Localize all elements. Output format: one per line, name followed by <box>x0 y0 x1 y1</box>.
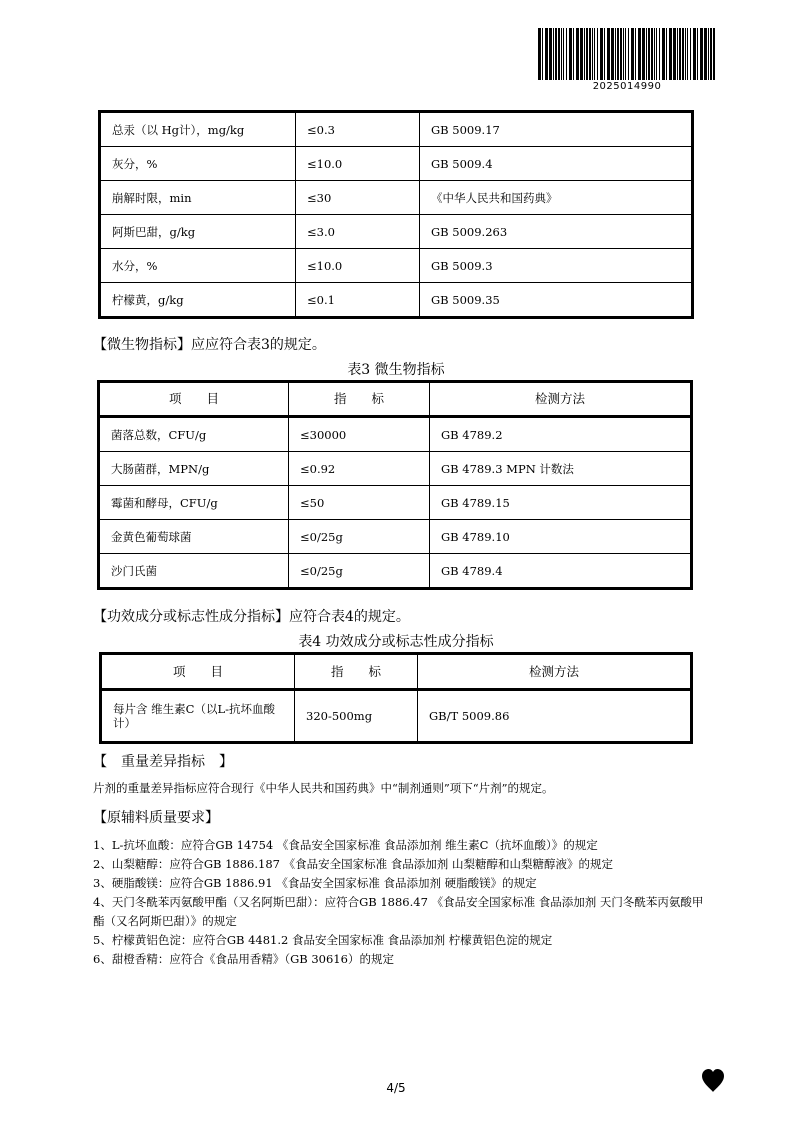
list-item: 5、柠檬黄铝色淀：应符合GB 4481.2 食品安全国家标准 食品添加剂 柠檬黄铝色淀的规定 <box>93 933 553 947</box>
item-cell: 柠檬黄，g/kg <box>100 283 296 318</box>
method-cell: GB 4789.2 <box>430 417 692 452</box>
header-item: 项 目 <box>99 382 289 417</box>
barcode-bar <box>604 28 605 80</box>
micro-heading: 【微生物指标】应应符合表3的规定。 <box>93 337 326 353</box>
barcode-bar <box>561 28 562 80</box>
barcode-bar <box>625 28 626 80</box>
functional-table <box>99 652 693 744</box>
barcode <box>538 28 716 92</box>
list-item: 2、山梨糖醇：应符合GB 1886.187 《食品安全国家标准 食品添加剂 山梨糖醇和山梨糖醇液》的规定 <box>93 857 613 871</box>
barcode-bar <box>597 28 598 80</box>
weight-heading: 【 重量差异指标 】 <box>93 754 233 770</box>
table-row <box>99 554 692 589</box>
barcode-bar <box>594 28 595 80</box>
barcode-bar <box>628 28 629 80</box>
method-cell: GB 4789.15 <box>430 486 692 520</box>
list-item: 3、硬脂酸镁：应符合GB 1886.91 《食品安全国家标准 食品添加剂 硬脂酸镁》的规定 <box>93 876 537 890</box>
limit-cell: ≤0/25g <box>289 554 430 589</box>
method-cell: GB/T 5009.86 <box>418 690 692 743</box>
barcode-bar <box>682 28 684 80</box>
limit-cell: ≤0/25g <box>289 520 430 554</box>
barcode-number: 2025014990 <box>592 81 662 92</box>
limit-cell: ≤10.0 <box>296 147 420 181</box>
item-cell: 总汞（以 Hg计），mg/kg <box>100 112 296 147</box>
barcode-bar <box>580 28 583 80</box>
barcode-bar <box>648 28 650 80</box>
list-item: 6、甜橙香精：应符合《食品用香精》（GB 30616）的规定 <box>93 952 394 966</box>
barcode-bar <box>704 28 707 80</box>
barcode-bar <box>589 28 591 80</box>
list-item: 4、天门冬酰苯丙氨酸甲酯（又名阿斯巴甜）：应符合GB 1886.47 《食品安全国家标准 食品添加剂 天门冬酰苯丙氨酸甲酯（又名阿斯巴甜）》的规定 <box>93 895 704 928</box>
method-cell: GB 5009.17 <box>420 112 693 147</box>
barcode-bar <box>553 28 554 80</box>
item-cell: 每片含 维生素C（以L-抗坏血酸计） <box>101 690 295 743</box>
barcode-bar <box>592 28 593 80</box>
table-header-row <box>101 654 692 690</box>
table-row <box>100 181 693 215</box>
functional-heading: 【功效成分或标志性成分指标】应符合表4的规定。 <box>93 609 410 625</box>
limit-cell: ≤10.0 <box>296 249 420 283</box>
barcode-bar <box>545 28 548 80</box>
heart-icon <box>699 1066 727 1094</box>
materials-heading: 【原辅料质量要求】 <box>93 810 219 826</box>
barcode-bar <box>690 28 691 80</box>
limit-cell: ≤0.3 <box>296 112 420 147</box>
item-cell: 沙门氏菌 <box>99 554 289 589</box>
table-row <box>99 452 692 486</box>
barcode-bar <box>687 28 688 80</box>
barcode-bar <box>685 28 686 80</box>
table-row <box>99 486 692 520</box>
barcode-bar <box>656 28 657 80</box>
item-cell: 金黄色葡萄球菌 <box>99 520 289 554</box>
barcode-bar <box>679 28 681 80</box>
item-cell: 灰分，% <box>100 147 296 181</box>
method-cell: GB 5009.4 <box>420 147 693 181</box>
limit-cell: ≤3.0 <box>296 215 420 249</box>
table-row <box>99 520 692 554</box>
table-header-row <box>99 382 692 417</box>
barcode-bar <box>623 28 624 80</box>
barcode-bar <box>642 28 645 80</box>
header-method: 检测方法 <box>418 654 692 690</box>
barcode-bar <box>710 28 712 80</box>
barcode-bar <box>586 28 588 80</box>
barcode-bar <box>569 28 572 80</box>
method-cell: GB 4789.4 <box>430 554 692 589</box>
barcode-bar <box>563 28 564 80</box>
barcode-bar <box>620 28 622 80</box>
barcode-bar <box>662 28 665 80</box>
barcode-bar <box>651 28 653 80</box>
limit-cell: ≤30000 <box>289 417 430 452</box>
barcode-bar <box>584 28 585 80</box>
materials-list <box>93 836 708 969</box>
barcode-bar <box>666 28 667 80</box>
header-limit: 指 标 <box>295 654 418 690</box>
table-row <box>100 249 693 283</box>
barcode-bar <box>617 28 619 80</box>
page-number: 4/5 <box>386 1081 406 1095</box>
barcode-bar <box>654 28 655 80</box>
header-method: 检测方法 <box>430 382 692 417</box>
limit-cell: ≤0.92 <box>289 452 430 486</box>
barcode-bar <box>659 28 660 80</box>
barcode-bar <box>677 28 678 80</box>
microbial-table <box>97 380 693 590</box>
header-item: 项 目 <box>101 654 295 690</box>
limit-cell: ≤0.1 <box>296 283 420 318</box>
table-row <box>99 417 692 452</box>
barcode-bar <box>542 28 543 80</box>
barcode-bar <box>669 28 672 80</box>
barcode-bar <box>558 28 560 80</box>
barcode-bar <box>646 28 647 80</box>
barcode-bar <box>638 28 641 80</box>
table4-caption: 表4 功效成分或标志性成分指标 <box>298 634 494 650</box>
barcode-bar <box>631 28 634 80</box>
limit-cell: ≤30 <box>296 181 420 215</box>
method-cell: GB 5009.3 <box>420 249 693 283</box>
barcode-bar <box>708 28 709 80</box>
table-row <box>100 147 693 181</box>
item-cell: 大肠菌群，MPN/g <box>99 452 289 486</box>
table-row <box>100 215 693 249</box>
item-cell: 阿斯巴甜，g/kg <box>100 215 296 249</box>
item-cell: 崩解时限，min <box>100 181 296 215</box>
barcode-bar <box>635 28 636 80</box>
barcode-bars <box>538 28 716 80</box>
item-cell: 菌落总数，CFU/g <box>99 417 289 452</box>
table-row <box>100 112 693 147</box>
limit-cell: ≤50 <box>289 486 430 520</box>
barcode-bar <box>566 28 567 80</box>
method-cell: 《中华人民共和国药典》 <box>420 181 693 215</box>
barcode-bar <box>549 28 552 80</box>
barcode-bar <box>713 28 715 80</box>
barcode-bar <box>700 28 703 80</box>
method-cell: GB 5009.35 <box>420 283 693 318</box>
table3-caption: 表3 微生物指标 <box>347 362 445 378</box>
item-cell: 霉菌和酵母，CFU/g <box>99 486 289 520</box>
method-cell: GB 4789.10 <box>430 520 692 554</box>
physicochemical-table <box>98 110 694 319</box>
table-row <box>100 283 693 318</box>
list-item: 1、L-抗坏血酸：应符合GB 14754 《食品安全国家标准 食品添加剂 维生素C（抗坏血酸）》的规定 <box>93 838 598 852</box>
barcode-bar <box>693 28 696 80</box>
method-cell: GB 4789.3 MPN 计数法 <box>430 452 692 486</box>
barcode-bar <box>697 28 698 80</box>
method-cell: GB 5009.263 <box>420 215 693 249</box>
barcode-bar <box>573 28 574 80</box>
barcode-bar <box>576 28 579 80</box>
barcode-bar <box>607 28 610 80</box>
barcode-bar <box>673 28 676 80</box>
barcode-bar <box>555 28 557 80</box>
barcode-bar <box>611 28 614 80</box>
barcode-bar <box>615 28 616 80</box>
weight-text: 片剂的重量差异指标应符合现行《中华人民共和国药典》中“制剂通则”项下“片剂”的规定。 <box>93 781 554 795</box>
limit-cell: 320-500mg <box>295 690 418 743</box>
table-row <box>101 690 692 743</box>
barcode-bar <box>600 28 603 80</box>
barcode-bar <box>538 28 541 80</box>
item-cell: 水分，% <box>100 249 296 283</box>
header-limit: 指 标 <box>289 382 430 417</box>
